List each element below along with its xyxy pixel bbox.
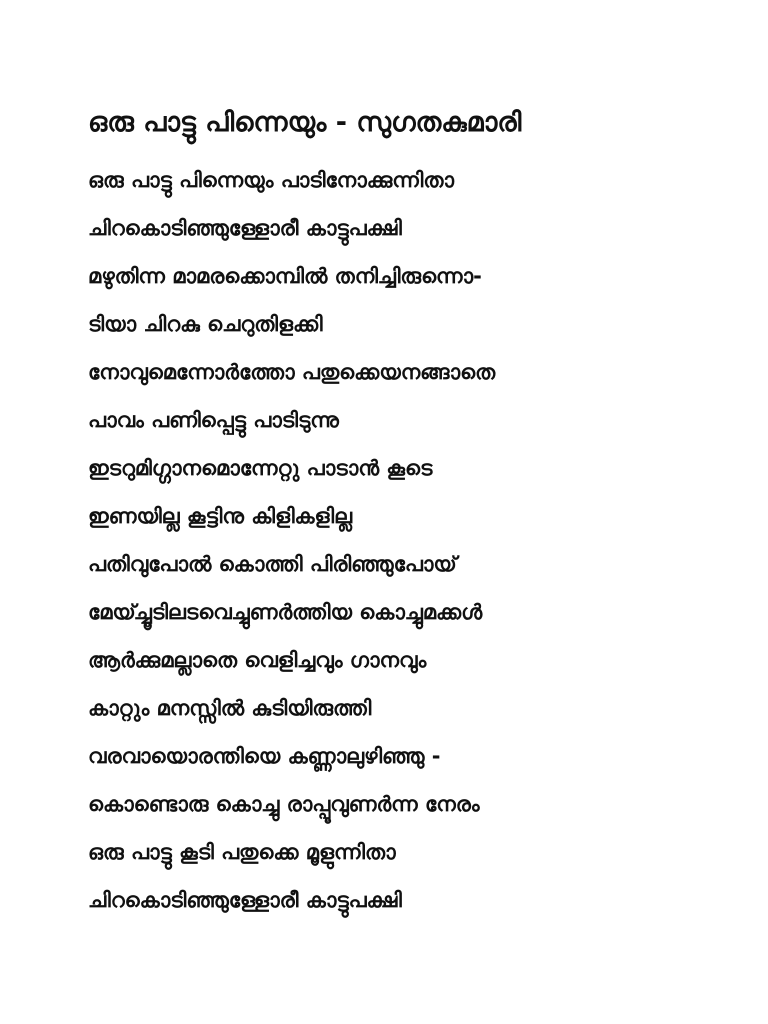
poem-line: പതിവുപോൽ കൊത്തി പിരിഞ്ഞുപോയ്: [88, 552, 457, 576]
poem-line: വരവായൊരന്തിയെ കണ്ണാലുഴിഞ്ഞു -: [88, 744, 441, 768]
poem-line: മഴുതിന്ന മാമരക്കൊമ്പിൽ തനിച്ചിരുന്നൊ-: [88, 264, 482, 288]
poem-line: പാവം പണിപ്പെട്ടു പാടിടുന്നു: [88, 408, 339, 432]
poem-line: ഇടറുമിഗ്ഗാനമൊന്നേറ്റു പാടാൻ കൂടെ: [88, 456, 433, 480]
poem-line: ചിറകൊടിഞ്ഞുള്ളോരീ കാട്ടുപക്ഷി: [88, 888, 402, 912]
poem-line: ഒരു പാട്ടു കൂടി പതുക്കെ മൂളുന്നിതാ: [88, 840, 396, 864]
poem-line: ടിയാ ചിറകു ചെറുതിളക്കി: [88, 312, 323, 336]
poem-line: ഇണയില്ല കൂട്ടിനു കിളികളില്ല: [88, 504, 353, 528]
poem-line: നോവുമെന്നോർത്തോ പതുക്കെയനങ്ങാതെ: [88, 360, 496, 384]
poem-line: കാറ്റും മനസ്സിൽ കുടിയിരുത്തി: [88, 696, 372, 720]
poem-line: ഒരു പാട്ടു പിന്നെയും പാടിനോക്കുന്നിതാ: [88, 168, 454, 192]
poem-line: മേയ്ച്ചൂടിലടവെച്ചുണർത്തിയ കൊച്ചുമക്കൾ: [88, 600, 483, 624]
document-page: [88, 104, 728, 924]
poem-line: കൊണ്ടൊരു കൊച്ചു രാപ്പൂവുണർന്ന നേരം: [88, 792, 480, 816]
poem-line: ചിറകൊടിഞ്ഞുള്ളോരീ കാട്ടുപക്ഷി: [88, 216, 402, 240]
poem-body: [88, 156, 728, 924]
poem-title: ഒരു പാട്ടു പിന്നെയും - സുഗതകുമാരി: [88, 107, 522, 138]
poem-line: ആർക്കുമല്ലാതെ വെളിച്ചവും ഗാനവും: [88, 648, 427, 672]
